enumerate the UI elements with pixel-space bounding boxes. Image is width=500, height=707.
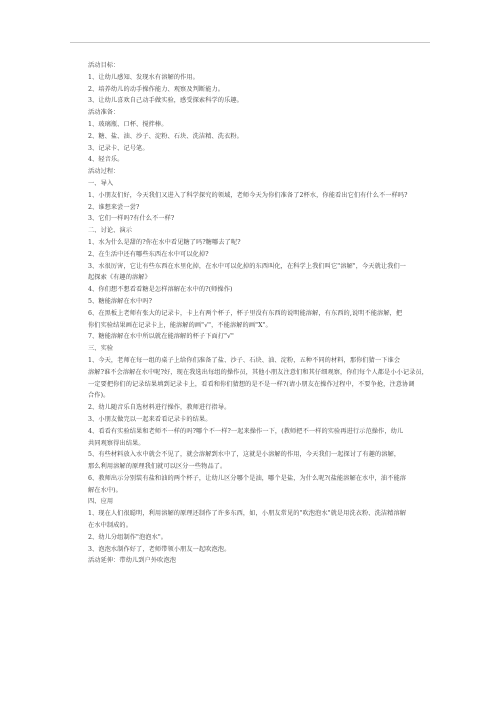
- process-line: 3、小朋友做完以一起来看看记录卡的结果。: [88, 415, 212, 423]
- goal-item: 3、让幼儿喜欢自己动手做实验，感受探索科学的乐趣。: [88, 97, 243, 105]
- subheading-application: 四、应用: [88, 498, 114, 506]
- process-line: 7、糖能溶解在水中所以就在能溶解的杯子下面打"√": [88, 333, 235, 341]
- subheading-experiment: 三、实验: [88, 345, 114, 353]
- preparation-item: 4、轻音乐。: [88, 156, 124, 164]
- process-line: 2、幼儿分组制作"泡泡水"。: [88, 533, 168, 541]
- subheading-intro: 一、导入: [88, 179, 114, 187]
- process-line: 起探索《有趣的溶解》: [88, 274, 151, 282]
- process-line: 合作)。: [88, 392, 110, 400]
- preparation-item: 1、玻璃瓶、口杯、搅拌棒。: [88, 120, 168, 128]
- process-line: 5、糖能溶解在水中吗?: [88, 297, 153, 305]
- preparation-item: 2、糖、盐、油、沙子、淀粉、石块、洗洁精、洗衣粉。: [88, 132, 243, 140]
- extension-line: 活动延伸：带幼儿到户外吹泡泡: [88, 557, 177, 565]
- process-line: 6、教师出示分别装有盐和油的两个杯子，让幼儿区分哪个是油，哪个是盐，为什么呢?(盐能溶解在水中，油不能溶: [88, 474, 407, 482]
- preparation-item: 3、记录卡、记号笔。: [88, 144, 149, 152]
- process-line: 那么利用溶解的原理我们就可以区分一些物品了。: [88, 463, 227, 471]
- process-line: 6、在黑板上老师有张大的记录卡，卡上有两个杯子，杯子里没有东西的说明能溶解，有东西的,说明不能溶解，把: [88, 309, 403, 317]
- process-line: 5、有些材料放入水中就会不见了，就会溶解到水中了，这就是小溶解的作用，今天我们一起探讨了有趣的溶解，: [88, 451, 401, 459]
- process-line: 1、水为什么是甜的?你在水中看见糖了吗?糖哪去了呢?: [88, 238, 241, 246]
- process-line: 3、它们一样吗?有什么不一样?: [88, 215, 175, 223]
- process-line: 共同观察得出结果。: [88, 439, 145, 447]
- goal-item: 2、培养幼儿的动手操作能力、观察及判断能力。: [88, 85, 225, 93]
- lesson-plan-body: [88, 60, 429, 567]
- process-line: 2、在生活中还有哪些东西在水中可以化掉?: [88, 250, 209, 258]
- process-line: 1、今天，老师在每一组的桌子上给你们准备了盐、沙子、石块、油、淀粉，五种不同的材料，那你们猜一下谁会: [88, 356, 401, 364]
- process-line: 1、小朋友们好，今天我们又进入了科学探究的领域，老师今天为你们准备了2杯水，你能看出它们有什么不一样吗?: [88, 191, 408, 199]
- process-line: 2、谁想来尝一尝?: [88, 203, 140, 211]
- process-line: 解在水中)。: [88, 486, 122, 494]
- subheading-discussion: 二、讨论、演示: [88, 227, 133, 235]
- section-heading-goals: 活动目标：: [88, 62, 120, 69]
- process-line: 4、看看有实验结果和老师不一样的吗?哪个不一样?一起来操作一下，(教师把不一样的实验再进行示范操作，幼儿: [88, 427, 404, 435]
- section-heading-preparation: 活动准备：: [88, 109, 120, 117]
- header-rule: [70, 42, 430, 43]
- process-line: 3、泡泡水制作好了，老师带领小朋友一起吹泡泡。: [88, 545, 231, 553]
- process-line: 2、幼儿随音乐自选材料进行操作，教师进行指导。: [88, 404, 231, 412]
- process-line: 1、现在人们很聪明，利用溶解的原理还制作了许多东西，如，小朋友常见的"吹泡泡水"就是用洗衣粉、洗洁精溶解: [88, 510, 407, 518]
- process-line: 溶解?谁不会溶解在水中呢?好，现在我选出每组的操作员，其他小朋友注意们和其仔细观察，你们每个人都是小小记录员，: [88, 368, 429, 376]
- process-line: 在水中制成的。: [88, 522, 133, 530]
- process-line: 你们实验结果画在记录卡上，能溶解的画"√"，不能溶解的画"X"。: [88, 321, 272, 329]
- goal-item: 1、让幼儿感知、发现水有溶解的作用。: [88, 73, 199, 81]
- process-line: 4、你们想不想看看糖是怎样溶解在水中的?(师操作): [88, 286, 233, 294]
- section-heading-process: 活动过程：: [88, 168, 120, 176]
- process-line: 一定要把你们的记录结果填到记录卡上，看看和你们猜想的是不是一样?(请小朋友在操作过程中，不要争抢，注意协调: [88, 380, 415, 388]
- process-line: 3、水很厉害，它让有些东西在水里化掉，在水中可以化掉的东西叫化，在科学上我们叫它"溶解"，今天就让我们一: [88, 262, 407, 270]
